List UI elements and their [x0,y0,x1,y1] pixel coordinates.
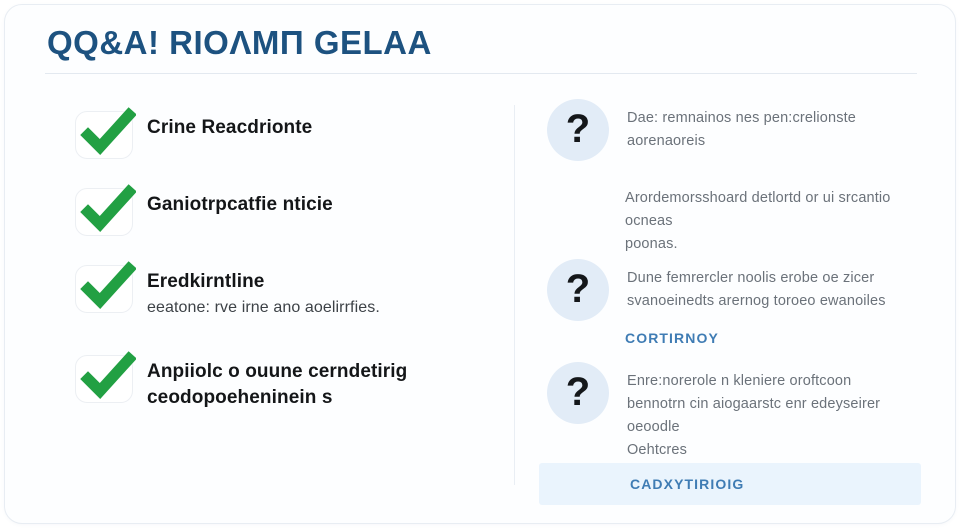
list-item-title: Anpiiolc o ouune cerndetirig [147,361,408,382]
faq-link-row[interactable] [625,330,955,348]
qa-overview-card [4,4,956,524]
highlighted-action-label[interactable]: CADXYTIRIOIG [630,476,745,492]
page-title: QQ&A! RIOΛMΠ GELAA [47,24,432,61]
check-box [75,111,133,159]
green-check-icon [80,106,136,162]
list-item[interactable] [75,188,495,236]
list-item[interactable] [547,259,947,321]
question-mark-icon: ? [547,259,609,321]
title-divider [45,73,917,74]
list-item[interactable] [547,362,947,462]
highlighted-action-panel[interactable] [539,463,921,505]
green-check-icon [80,260,136,316]
list-item-text [627,362,880,462]
list-item-text [147,265,380,320]
paragraph-line: poonas. [625,236,678,252]
list-item-line: Enre:norerole n kleniere oroftcoon [627,373,852,389]
list-item-text [627,259,886,313]
list-item-text [627,99,856,153]
list-item-title: Ganiotrpcatfie nticie [147,194,333,215]
list-item[interactable] [75,355,495,411]
faq-link[interactable]: CORTIRNOY [625,330,719,346]
paragraph-line: ocneas [625,213,673,229]
list-item-line: oeoodle [627,419,680,435]
green-check-icon [80,350,136,406]
question-mark-icon: ? [547,362,609,424]
list-item-text [147,188,333,218]
checklist-column [5,93,505,513]
list-item-text [147,111,312,141]
list-item-line: svanoeinedts arernog toroeo ewanoiles [627,293,886,309]
list-item-title-line2: ceodopoeheninein s [147,387,333,408]
list-item-line: Oehtcres [627,442,688,458]
paragraph-line: Arordemorsshoard detlortd or ui srcantio [625,190,891,206]
list-item-text [147,355,407,411]
standalone-paragraph [625,187,955,256]
faq-column [525,87,955,517]
list-item[interactable] [75,265,495,320]
list-item-line: bennotrn cin aiogaarstc enr edeyseirer [627,396,881,412]
list-item-subtitle: eeatone: rve irne ano aoelirrfies. [147,299,380,316]
list-item-title: Eredkirntline [147,271,265,292]
list-item-line: Dune femrercler noolis erobe oe zicer [627,270,875,286]
check-box [75,265,133,313]
question-mark-icon: ? [547,99,609,161]
list-item-line: aorenaoreis [627,133,706,149]
list-item-title: Crine Reacdrionte [147,117,313,138]
list-item-line: Dae: remnainos nes pen:crelionste [627,110,857,126]
green-check-icon [80,183,136,239]
check-box [75,355,133,403]
list-item[interactable] [547,99,947,161]
column-divider [514,105,515,485]
check-box [75,188,133,236]
list-item[interactable] [75,111,495,159]
